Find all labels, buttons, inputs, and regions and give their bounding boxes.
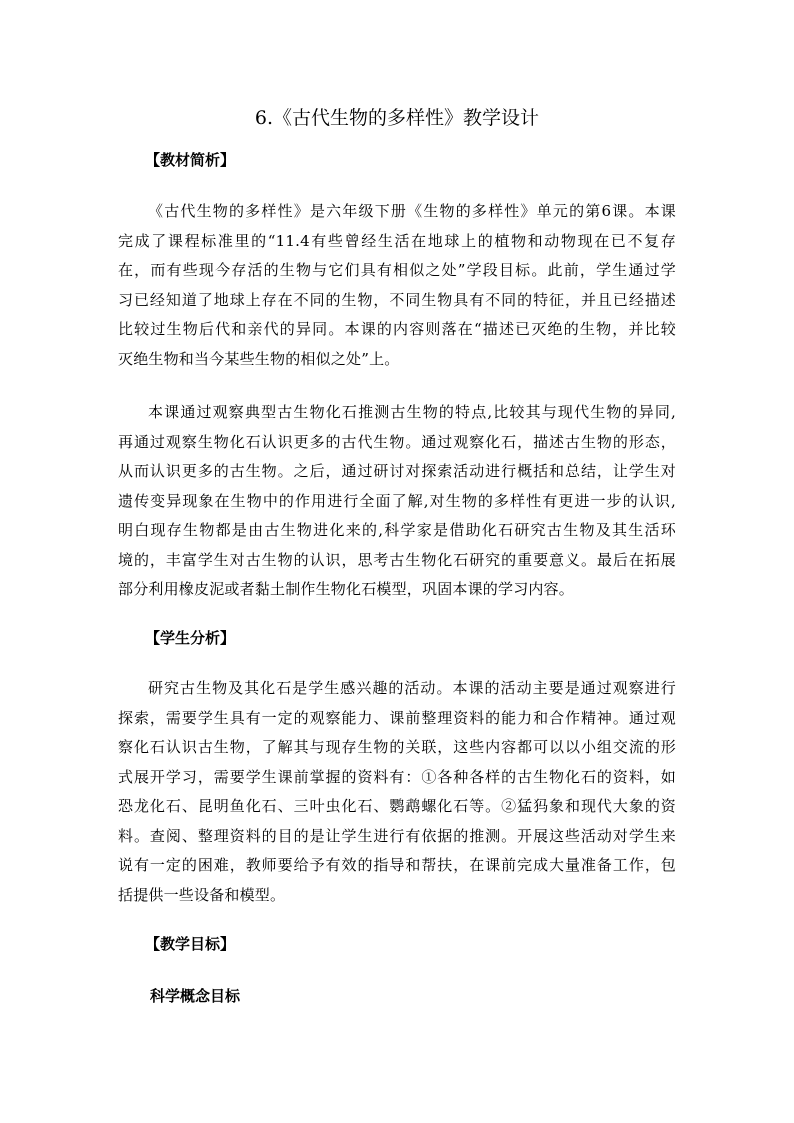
text-line: 在，而有些现今存活的生物与它们具有相似之处”学段目标。此前，学生通过学	[118, 261, 676, 279]
text-line: 比较过生物后代和亲代的异同。本课的内容则落在“描述已灭绝的生物，并比较	[118, 320, 676, 338]
text-line: 本课通过观察典型古生物化石推测古生物的特点,比较其与现代生物的异同,	[148, 403, 676, 421]
paragraph-textbook-analysis-2	[118, 398, 676, 605]
text-line: 遗传变异现象在生物中的作用进行全面了解,对生物的多样性有更进一步的认识,	[118, 491, 676, 510]
paragraph-textbook-analysis-1	[118, 197, 676, 374]
text-line: 灭绝生物和当今某些生物的相似之处”上。	[118, 349, 400, 368]
text-line: 式展开学习，需要学生课前掌握的资料有：①各种各样的古生物化石的资料，如	[118, 767, 676, 786]
text-line: 从而认识更多的古生物。之后，通过研讨对探索活动进行概括和总结，让学生对	[118, 462, 676, 480]
text-line: 察化石认识古生物，了解其与现存生物的关联，这些内容都可以以小组交流的形	[118, 738, 676, 756]
text-line: 料。查阅、整理资料的目的是让学生进行有依据的推测。开展这些活动对学生来	[118, 826, 676, 845]
text-line: 习已经知道了地球上存在不同的生物，不同生物具有不同的特征，并且已经描述	[118, 290, 676, 309]
text-line: 探索，需要学生具有一定的观察能力、课前整理资料的能力和合作精神。通过观	[118, 708, 676, 727]
text-line: 境的，丰富学生对古生物的认识，思考古生物化石研究的重要意义。最后在拓展	[118, 550, 676, 569]
text-line: 明白现存生物都是由古生物进化来的,科学家是借助化石研究古生物及其生活环	[118, 521, 676, 539]
text-line: 说有一定的困难，教师要给予有效的指导和帮扶，在课前完成大量准备工作，包	[118, 856, 676, 874]
text-line: 再通过观察生物化石认识更多的古代生物。通过观察化石，描述古生物的形态，	[118, 432, 676, 451]
text-line: 部分利用橡皮泥或者黏土制作生物化石模型，巩固本课的学习内容。	[118, 580, 575, 598]
paragraph-student-analysis	[118, 674, 676, 910]
section-heading-textbook-analysis: 【教材简析】	[145, 151, 236, 169]
text-line: 研究古生物及其化石是学生感兴趣的活动。本课的活动主要是通过观察进行	[148, 679, 676, 697]
text-line: 恐龙化石、昆明鱼化石、三叶虫化石、鹦鹉螺化石等。②猛犸象和现代大象的资	[118, 797, 676, 815]
subheading-science-concept-goals: 科学概念目标	[150, 987, 241, 1005]
text-line: 完成了课程标准里的“11.4有些曾经生活在地球上的植物和动物现在已不复存	[118, 231, 676, 250]
section-heading-teaching-goals: 【教学目标】	[145, 935, 236, 953]
document-title: 6.《古代生物的多样性》教学设计	[254, 107, 540, 129]
text-line: 括提供一些设备和模型。	[118, 885, 286, 904]
text-line: 《古代生物的多样性》是六年级下册《生物的多样性》单元的第6课。本课	[148, 202, 676, 220]
section-heading-student-analysis: 【学生分析】	[145, 629, 236, 647]
